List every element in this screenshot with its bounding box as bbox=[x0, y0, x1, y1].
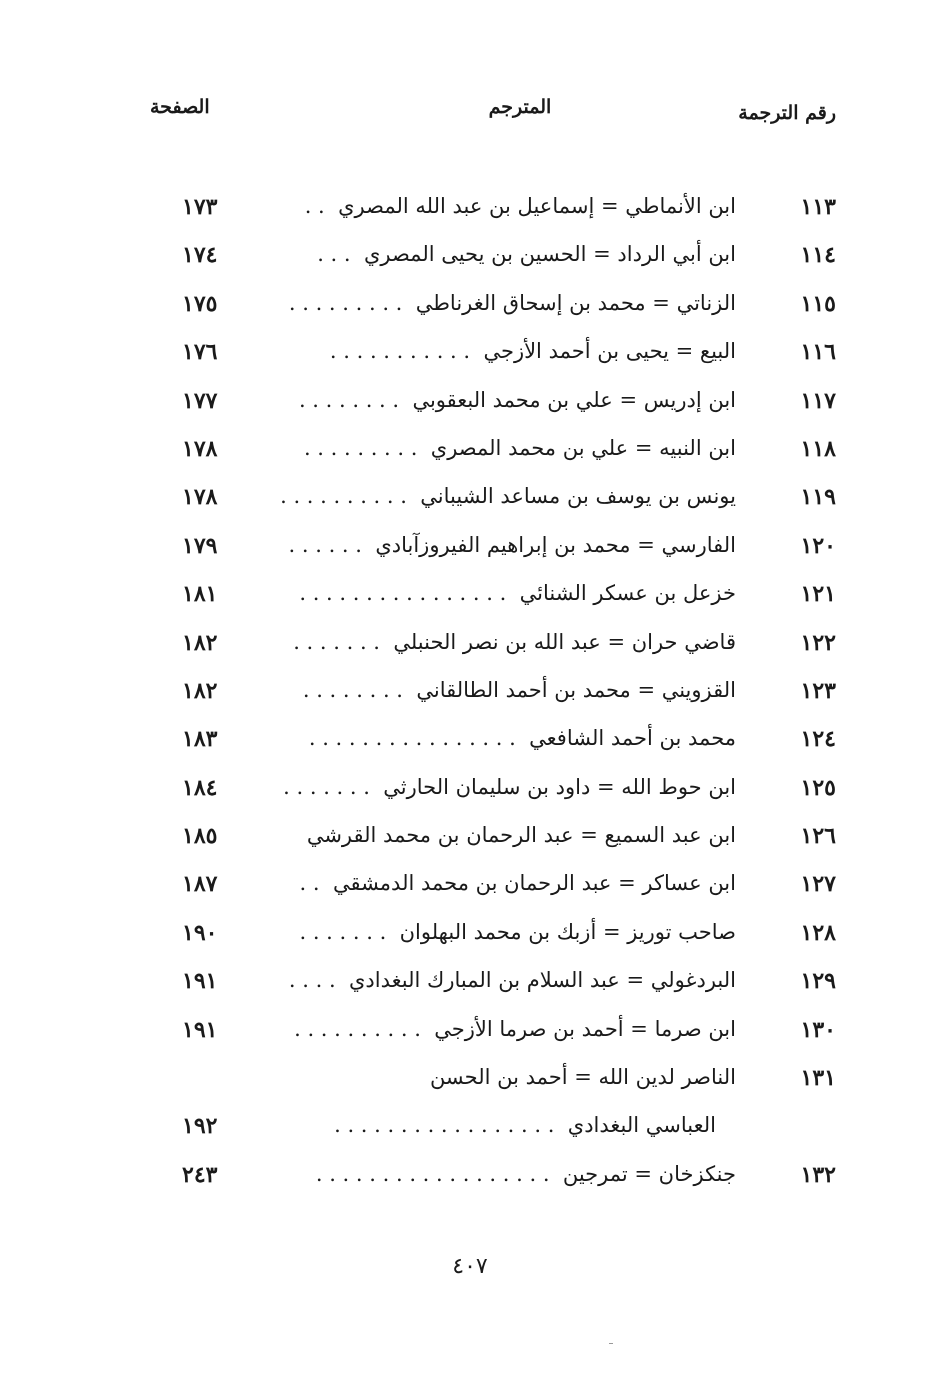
header-entry-number: رقم الترجمة bbox=[738, 102, 836, 124]
toc-row bbox=[0, 478, 940, 526]
entry-name: ابن حوط الله = داود بن سليمان الحارثي . . . . . . . bbox=[283, 774, 736, 799]
toc-row bbox=[0, 285, 940, 333]
entry-page: ١٧٨ bbox=[182, 435, 218, 462]
leader-dots: . . . . . . . bbox=[283, 774, 370, 799]
entry-page: ١٧٦ bbox=[182, 339, 218, 366]
entry-name: الناصر لدين الله = أحمد بن الحسن bbox=[429, 1065, 736, 1090]
entry-page: ١٨٢ bbox=[182, 629, 218, 656]
toc-row bbox=[0, 914, 940, 962]
entry-number: ١١٦ bbox=[800, 339, 836, 366]
entry-number: ١١٤ bbox=[800, 242, 836, 269]
toc-row bbox=[0, 1156, 940, 1204]
leader-dots: . . . . . . bbox=[288, 532, 362, 557]
entry-number: ١٢٦ bbox=[800, 823, 836, 850]
leader-dots: . . . . . . . . . . bbox=[280, 484, 407, 509]
toc-row-continuation bbox=[0, 1107, 940, 1155]
leader-dots: . . . . . . . . . . . bbox=[329, 339, 471, 364]
entry-number: ١٣٢ bbox=[800, 1161, 836, 1188]
entry-number: ١٢٥ bbox=[800, 774, 836, 801]
entry-name: القزويني = محمد بن أحمد الطالقاني . . . . . . . . bbox=[302, 677, 736, 702]
entry-number: ١٢٤ bbox=[800, 726, 836, 753]
leader-dots: . . . . . . . bbox=[293, 629, 380, 654]
entry-name: ابن إدريس = علي بن محمد البعقوبي . . . . . . . . bbox=[298, 387, 736, 412]
entry-name: ابن أبي الرداد = الحسين بن يحيى المصري . . . bbox=[317, 242, 736, 267]
toc-row bbox=[0, 236, 940, 284]
entry-name: خزعل بن عسكر الشنائي . . . . . . . . . . . . . . . . bbox=[299, 581, 736, 606]
entry-number: ١٢١ bbox=[800, 581, 836, 608]
entry-name: ابن عبد السميع = عبد الرحمان بن محمد القرشي bbox=[306, 823, 736, 848]
entry-page: ١٧٤ bbox=[182, 242, 218, 269]
toc-row bbox=[0, 527, 940, 575]
toc-row bbox=[0, 188, 940, 236]
entry-name: ابن عساكر = عبد الرحمان بن محمد الدمشقي . . bbox=[299, 871, 736, 896]
toc-row bbox=[0, 865, 940, 913]
entry-number: ١٢٠ bbox=[800, 532, 836, 559]
leader-dots: . . . bbox=[317, 242, 351, 267]
entry-name: يونس بن يوسف بن مساعد الشيباني . . . . . . . . . . bbox=[280, 484, 736, 509]
header-page: الصفحة bbox=[150, 96, 210, 118]
leader-dots: . . . . . . . . . . . . . . . . . bbox=[334, 1113, 555, 1138]
leader-dots: . . . . . . . . . . . . . . . . bbox=[308, 726, 516, 751]
toc-row bbox=[0, 817, 940, 865]
toc-row bbox=[0, 720, 940, 768]
toc-row bbox=[0, 624, 940, 672]
entry-name: جنكزخان = تمرجين . . . . . . . . . . . . . . . . . . bbox=[315, 1161, 736, 1186]
entry-page: ١٨٣ bbox=[182, 726, 218, 753]
entry-page: ١٧٥ bbox=[182, 290, 218, 317]
entry-page: ١٧٩ bbox=[182, 532, 218, 559]
entry-name: محمد بن أحمد الشافعي . . . . . . . . . . . . . . . . bbox=[308, 726, 736, 751]
toc-row bbox=[0, 1011, 940, 1059]
entry-page: ١٧٧ bbox=[182, 387, 218, 414]
toc-row bbox=[0, 962, 940, 1010]
entry-name: الفارسي = محمد بن إبراهيم الفيروزآبادي . . . . . . bbox=[288, 532, 736, 557]
entry-name: صاحب توريز = أزبك بن محمد البهلوان . . . . . . . bbox=[299, 919, 736, 944]
entry-number: ١١٨ bbox=[800, 435, 836, 462]
table-of-entries bbox=[0, 188, 940, 1204]
entry-number: ١٢٣ bbox=[800, 677, 836, 704]
toc-row bbox=[0, 333, 940, 381]
scan-speck bbox=[609, 1343, 613, 1344]
toc-row bbox=[0, 382, 940, 430]
entry-page: ١٧٣ bbox=[182, 194, 218, 220]
entry-number: ١٢٢ bbox=[800, 629, 836, 656]
entry-number: ١١٩ bbox=[800, 484, 836, 511]
leader-dots: . . bbox=[304, 194, 325, 218]
toc-row bbox=[0, 769, 940, 817]
entry-page: ١٨٤ bbox=[182, 774, 218, 801]
entry-number: ١١٥ bbox=[800, 290, 836, 317]
leader-dots: . . . . bbox=[288, 968, 336, 993]
entry-name: ابن النبيه = علي بن محمد المصري . . . . . . . . . bbox=[303, 435, 736, 460]
entry-name: العباسي البغدادي . . . . . . . . . . . . . . . . . bbox=[334, 1113, 716, 1138]
entry-page: ١٩٢ bbox=[182, 1113, 218, 1140]
entry-number: ١١٣ bbox=[800, 194, 836, 220]
entry-number: ١٣١ bbox=[800, 1065, 836, 1092]
entry-number: ١٢٨ bbox=[800, 919, 836, 946]
entry-number: ١١٧ bbox=[800, 387, 836, 414]
page-number: ٤٠٧ bbox=[452, 1254, 488, 1279]
entry-page: ١٨٥ bbox=[182, 823, 218, 850]
entry-name: البيع = يحيى بن أحمد الأزجي . . . . . . . . . . . bbox=[329, 339, 736, 364]
leader-dots: . . . . . . . . . . . . . . . . . . bbox=[315, 1161, 550, 1186]
entry-number: ١٣٠ bbox=[800, 1016, 836, 1043]
leader-dots: . . . . . . . . . bbox=[303, 435, 418, 460]
leader-dots: . . bbox=[299, 871, 320, 896]
entry-number: ١٢٧ bbox=[800, 871, 836, 898]
entry-name: البردغولي = عبد السلام بن المبارك البغدادي . . . . bbox=[288, 968, 736, 993]
leader-dots: . . . . . . . . . . . . . . . . bbox=[299, 581, 507, 606]
entry-name: ابن الأنماطي = إسماعيل بن عبد الله المصري . . bbox=[304, 194, 736, 218]
toc-row bbox=[0, 430, 940, 478]
entry-page: ١٨٢ bbox=[182, 677, 218, 704]
entry-number: ١٢٩ bbox=[800, 968, 836, 995]
entry-page: ١٨١ bbox=[182, 581, 218, 608]
leader-dots: . . . . . . . . . . bbox=[294, 1016, 421, 1041]
entry-page: ٢٤٣ bbox=[182, 1161, 218, 1188]
toc-row bbox=[0, 1059, 940, 1107]
leader-dots: . . . . . . . . bbox=[298, 387, 400, 412]
entry-name: الزناتي = محمد بن إسحاق الغرناطي . . . . . . . . . bbox=[288, 290, 736, 315]
entry-page: ١٧٨ bbox=[182, 484, 218, 511]
toc-row bbox=[0, 575, 940, 623]
entry-page: ١٩١ bbox=[182, 1016, 218, 1043]
entry-page: ١٩١ bbox=[182, 968, 218, 995]
entry-page: ١٩٠ bbox=[182, 919, 218, 946]
leader-dots: . . . . . . . . bbox=[302, 677, 403, 702]
leader-dots: . . . . . . . . . bbox=[288, 290, 403, 315]
header-biographee: المترجم bbox=[488, 96, 552, 118]
entry-name: ابن صرما = أحمد بن صرما الأزجي . . . . . . . . . . bbox=[294, 1016, 736, 1041]
entry-name: قاضي حران = عبد الله بن نصر الحنبلي . . . . . . . bbox=[293, 629, 736, 654]
toc-row bbox=[0, 672, 940, 720]
leader-dots: . . . . . . . bbox=[299, 919, 387, 944]
entry-page: ١٨٧ bbox=[182, 871, 218, 898]
